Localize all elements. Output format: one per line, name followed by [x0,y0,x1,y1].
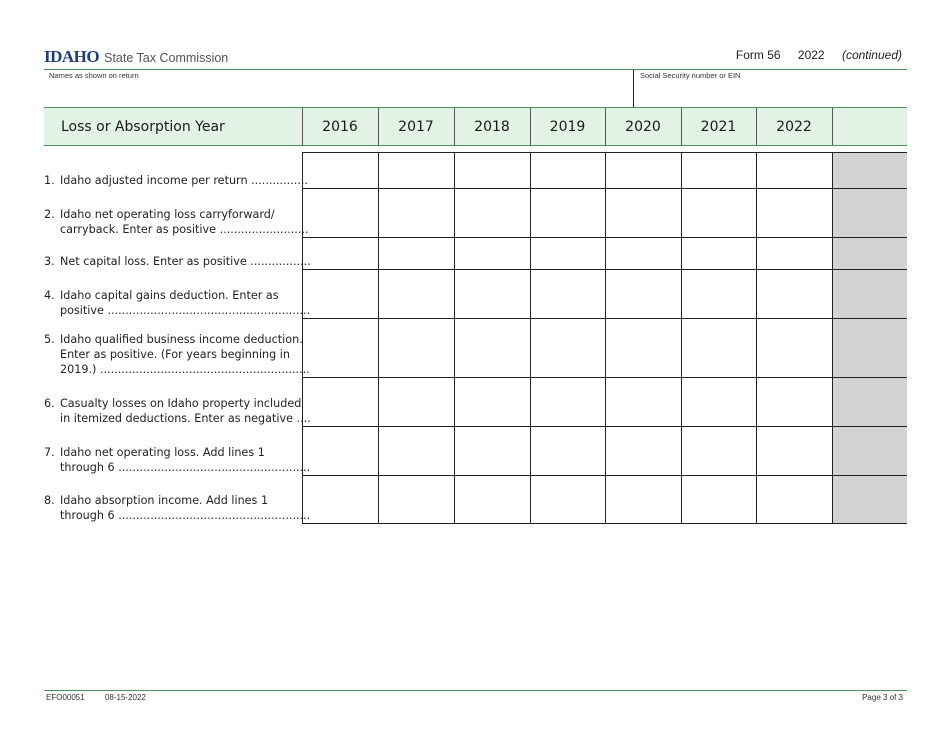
line-number: 3. [44,254,55,268]
entry-cell[interactable] [681,427,756,476]
blank-header [832,108,907,146]
entry-cell[interactable] [756,319,832,378]
line-text: Idaho capital gains deduction. Enter as [60,288,279,302]
entry-cell[interactable] [605,238,681,270]
revision-date: 08-15-2022 [104,693,146,702]
entry-cell[interactable] [378,476,454,524]
agency-name: State Tax Commission [104,51,229,65]
line-row [44,378,907,427]
entry-cell[interactable] [681,319,756,378]
shaded-cell [832,378,907,427]
continued-label: (continued) [841,48,902,62]
loss-absorption-table [44,107,907,524]
line-number: 5. [44,332,55,346]
entry-cell[interactable] [605,189,681,238]
shaded-cell [832,476,907,524]
entry-cell[interactable] [378,319,454,378]
entry-cell[interactable] [454,319,530,378]
entry-cell[interactable] [454,153,530,189]
idaho-logo [44,47,228,67]
entry-cell[interactable] [756,378,832,427]
line-row [44,270,907,319]
line-label [44,153,308,189]
spacer-row [44,146,907,153]
entry-cell[interactable] [605,427,681,476]
entry-cell[interactable] [454,427,530,476]
line-label [44,476,311,524]
line-text: Enter as positive. (For years beginning in [60,347,290,361]
shaded-cell [832,270,907,319]
entry-cell[interactable] [454,270,530,319]
entry-cell[interactable] [378,238,454,270]
line-text: through 6 ...................................................... [60,508,311,522]
line-label [44,238,311,270]
ssn-label: Social Security number or EIN [640,71,741,80]
entry-cell[interactable] [530,189,605,238]
entry-cell[interactable] [454,378,530,427]
form-name: Form 56 [735,48,781,62]
form-code: EFO00051 [46,693,85,702]
entry-cell[interactable] [530,319,605,378]
line-text: Casualty losses on Idaho property included [60,396,302,410]
line-row [44,153,907,189]
year-header: 2021 [681,108,756,146]
entry-cell[interactable] [605,319,681,378]
line-text: through 6 ...................................................... [60,460,311,474]
line-number: 6. [44,396,55,410]
entry-cell[interactable] [756,427,832,476]
line-number: 4. [44,288,55,302]
entry-cell[interactable] [378,427,454,476]
line-row [44,189,907,238]
year-header: 2016 [302,108,378,146]
line-text: Net capital loss. Enter as positive ................. [60,254,311,268]
line-text: positive ......................................................... [60,303,311,317]
entry-cell[interactable] [681,476,756,524]
entry-cell[interactable] [530,427,605,476]
entry-cell[interactable] [605,153,681,189]
line-text: Idaho absorption income. Add lines 1 [60,493,269,507]
line-text: Idaho adjusted income per return ................ [60,173,308,187]
shaded-cell [832,153,907,189]
names-field[interactable] [44,70,634,107]
line-label [44,270,311,319]
entry-cell[interactable] [756,153,832,189]
page-number: Page 3 of 3 [862,693,903,702]
entry-cell[interactable] [454,476,530,524]
entry-cell[interactable] [681,189,756,238]
entry-cell[interactable] [530,270,605,319]
ssn-field[interactable] [635,70,907,107]
entry-cell[interactable] [605,270,681,319]
shaded-cell [832,189,907,238]
entry-cell[interactable] [681,378,756,427]
line-text: Idaho net operating loss. Add lines 1 [60,445,265,459]
line-row [44,319,907,378]
entry-cell[interactable] [605,476,681,524]
names-label: Names as shown on return [49,71,139,80]
shaded-cell [832,238,907,270]
line-label [44,189,309,238]
year-header-label: Loss or Absorption Year [44,108,302,146]
line-row [44,476,907,524]
year-header: 2022 [756,108,832,146]
entry-cell[interactable] [454,238,530,270]
entry-cell[interactable] [378,153,454,189]
table-header-row [44,108,907,146]
line-text: 2019.) ........................................................... [60,362,310,376]
entry-cell[interactable] [681,270,756,319]
shaded-cell [832,319,907,378]
line-number: 1. [44,173,55,187]
line-number: 7. [44,445,55,459]
line-text: carryback. Enter as positive ......................... [60,222,309,236]
line-text: Idaho qualified business income deduction. [60,332,303,346]
entry-cell[interactable] [756,270,832,319]
shaded-cell [832,427,907,476]
footer-left [46,693,146,702]
line-row [44,427,907,476]
footer-rule [44,690,907,691]
entry-cell[interactable] [530,238,605,270]
entry-cell[interactable] [756,189,832,238]
idaho-logo-mark: IDAHO [44,47,100,66]
entry-cell[interactable] [530,476,605,524]
year-header: 2017 [378,108,454,146]
form-title [736,48,902,62]
spacer-cell [44,146,907,153]
entry-cell[interactable] [756,476,832,524]
line-number: 8. [44,493,55,507]
entry-cell[interactable] [756,238,832,270]
entry-cell[interactable] [378,189,454,238]
year-header: 2019 [530,108,605,146]
entry-cell[interactable] [605,378,681,427]
entry-cell[interactable] [378,378,454,427]
entry-cell[interactable] [530,378,605,427]
entry-cell[interactable] [378,270,454,319]
entry-cell[interactable] [530,153,605,189]
line-number: 2. [44,207,55,221]
entry-cell[interactable] [681,238,756,270]
form-year: 2022 [797,48,825,62]
table-body [44,146,907,524]
line-label [44,427,311,476]
year-header: 2020 [605,108,681,146]
year-header: 2018 [454,108,530,146]
entry-cell[interactable] [681,153,756,189]
entry-cell[interactable] [454,189,530,238]
line-label [44,319,310,378]
line-label [44,378,311,427]
line-row [44,238,907,270]
line-text: Idaho net operating loss carryforward/ [60,207,275,221]
line-text: in itemized deductions. Enter as negative .... [60,411,311,425]
